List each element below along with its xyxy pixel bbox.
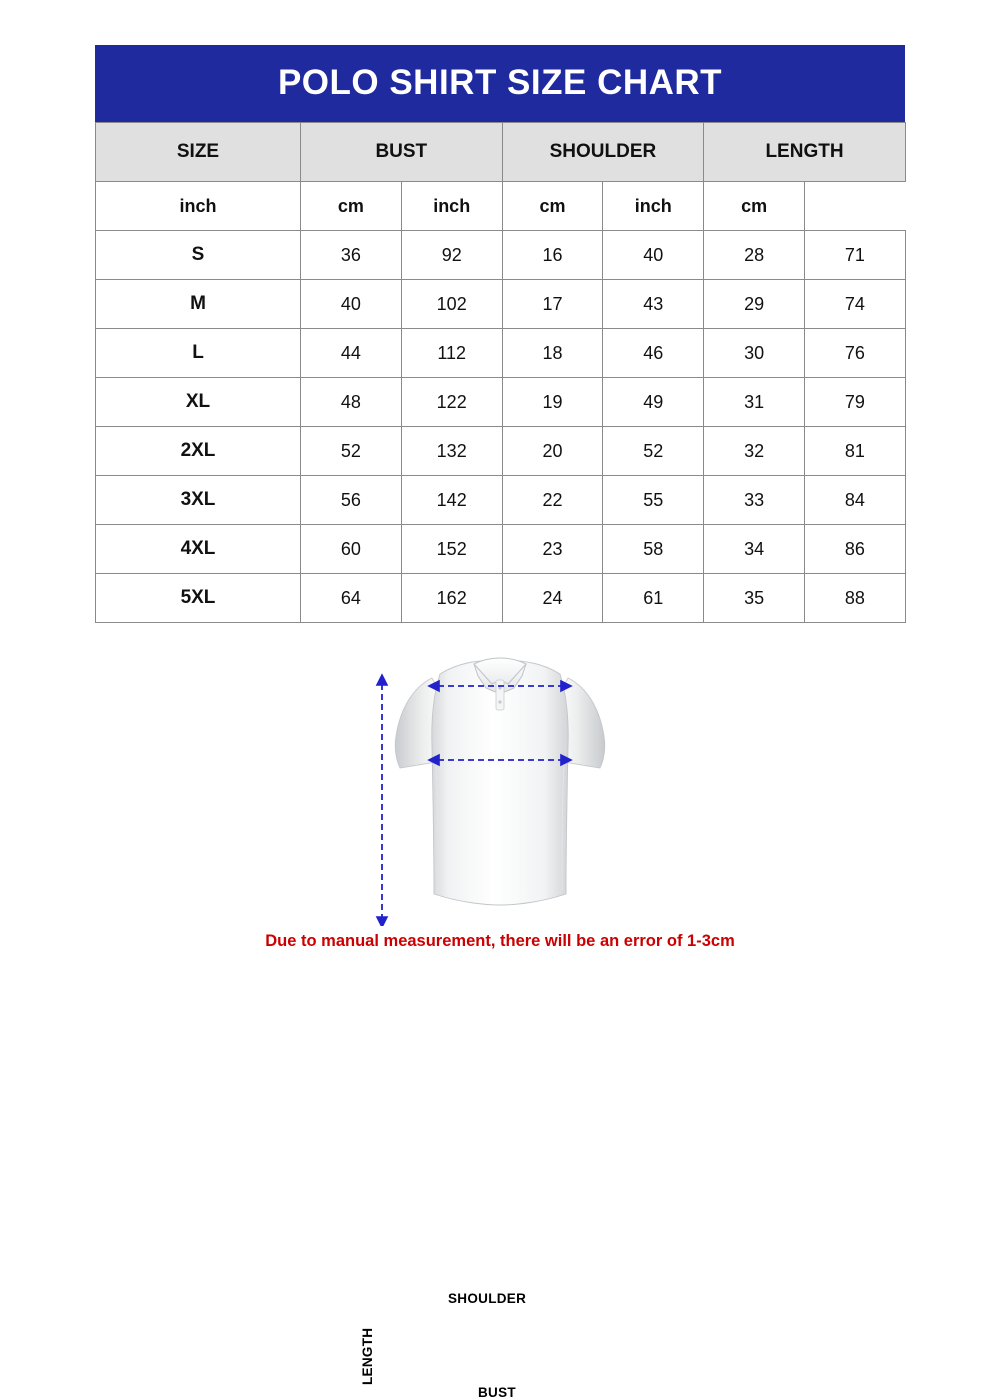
cell-length-inch: 35 <box>704 574 805 623</box>
length-label: LENGTH <box>360 1327 375 1385</box>
cell-bust-cm: 112 <box>401 329 502 378</box>
shoulder-label: SHOULDER <box>448 1291 527 1306</box>
column-header-length: LENGTH <box>704 123 906 182</box>
polo-shirt-illustration <box>370 636 630 926</box>
unit-shoulder-inch: inch <box>401 182 502 231</box>
unit-shoulder-cm: cm <box>502 182 603 231</box>
cell-bust-inch: 48 <box>301 378 402 427</box>
cell-shoulder-cm: 40 <box>603 231 704 280</box>
unit-bust-inch: inch <box>96 182 301 231</box>
unit-length-inch: inch <box>603 182 704 231</box>
table-row <box>96 476 906 525</box>
cell-bust-cm: 122 <box>401 378 502 427</box>
cell-bust-cm: 102 <box>401 280 502 329</box>
cell-shoulder-cm: 46 <box>603 329 704 378</box>
cell-shoulder-cm: 58 <box>603 525 704 574</box>
cell-size: 5XL <box>96 574 301 623</box>
table-row <box>96 231 906 280</box>
cell-bust-cm: 92 <box>401 231 502 280</box>
cell-size: M <box>96 280 301 329</box>
cell-size: 4XL <box>96 525 301 574</box>
cell-length-inch: 32 <box>704 427 805 476</box>
cell-bust-cm: 152 <box>401 525 502 574</box>
cell-shoulder-inch: 22 <box>502 476 603 525</box>
cell-shoulder-inch: 20 <box>502 427 603 476</box>
cell-shoulder-cm: 61 <box>603 574 704 623</box>
cell-length-cm: 84 <box>805 476 906 525</box>
cell-size: S <box>96 231 301 280</box>
size-chart-table <box>95 122 906 623</box>
unit-length-cm: cm <box>704 182 805 231</box>
cell-length-cm: 88 <box>805 574 906 623</box>
cell-shoulder-inch: 19 <box>502 378 603 427</box>
cell-bust-cm: 142 <box>401 476 502 525</box>
cell-shoulder-inch: 18 <box>502 329 603 378</box>
cell-length-cm: 74 <box>805 280 906 329</box>
table-row <box>96 329 906 378</box>
unit-bust-cm: cm <box>301 182 402 231</box>
table-row <box>96 280 906 329</box>
cell-length-cm: 79 <box>805 378 906 427</box>
cell-length-cm: 76 <box>805 329 906 378</box>
cell-shoulder-inch: 24 <box>502 574 603 623</box>
table-unit-row <box>96 182 906 231</box>
column-header-size: SIZE <box>96 123 301 182</box>
size-chart <box>95 45 905 623</box>
cell-size: L <box>96 329 301 378</box>
cell-shoulder-cm: 52 <box>603 427 704 476</box>
cell-length-inch: 28 <box>704 231 805 280</box>
cell-shoulder-cm: 43 <box>603 280 704 329</box>
cell-length-inch: 33 <box>704 476 805 525</box>
cell-shoulder-inch: 17 <box>502 280 603 329</box>
table-row <box>96 427 906 476</box>
cell-length-inch: 29 <box>704 280 805 329</box>
cell-bust-cm: 162 <box>401 574 502 623</box>
table-row <box>96 525 906 574</box>
cell-bust-inch: 64 <box>301 574 402 623</box>
cell-length-inch: 30 <box>704 329 805 378</box>
bust-label: BUST <box>478 1385 516 1400</box>
cell-bust-inch: 60 <box>301 525 402 574</box>
cell-shoulder-cm: 55 <box>603 476 704 525</box>
table-row <box>96 574 906 623</box>
cell-bust-inch: 40 <box>301 280 402 329</box>
cell-bust-inch: 44 <box>301 329 402 378</box>
measurement-arrows <box>370 636 630 926</box>
cell-shoulder-inch: 23 <box>502 525 603 574</box>
cell-bust-inch: 56 <box>301 476 402 525</box>
column-header-bust: BUST <box>301 123 503 182</box>
cell-length-cm: 86 <box>805 525 906 574</box>
table-row <box>96 378 906 427</box>
cell-length-cm: 81 <box>805 427 906 476</box>
cell-bust-inch: 52 <box>301 427 402 476</box>
cell-length-inch: 31 <box>704 378 805 427</box>
column-header-shoulder: SHOULDER <box>502 123 704 182</box>
table-group-header-row <box>96 123 906 182</box>
cell-size: 2XL <box>96 427 301 476</box>
cell-length-inch: 34 <box>704 525 805 574</box>
cell-bust-inch: 36 <box>301 231 402 280</box>
cell-shoulder-inch: 16 <box>502 231 603 280</box>
page-title: POLO SHIRT SIZE CHART <box>95 45 905 122</box>
measurement-note: Due to manual measurement, there will be an error of 1-3cm <box>265 932 735 950</box>
cell-size: XL <box>96 378 301 427</box>
cell-bust-cm: 132 <box>401 427 502 476</box>
cell-shoulder-cm: 49 <box>603 378 704 427</box>
cell-length-cm: 71 <box>805 231 906 280</box>
cell-size: 3XL <box>96 476 301 525</box>
